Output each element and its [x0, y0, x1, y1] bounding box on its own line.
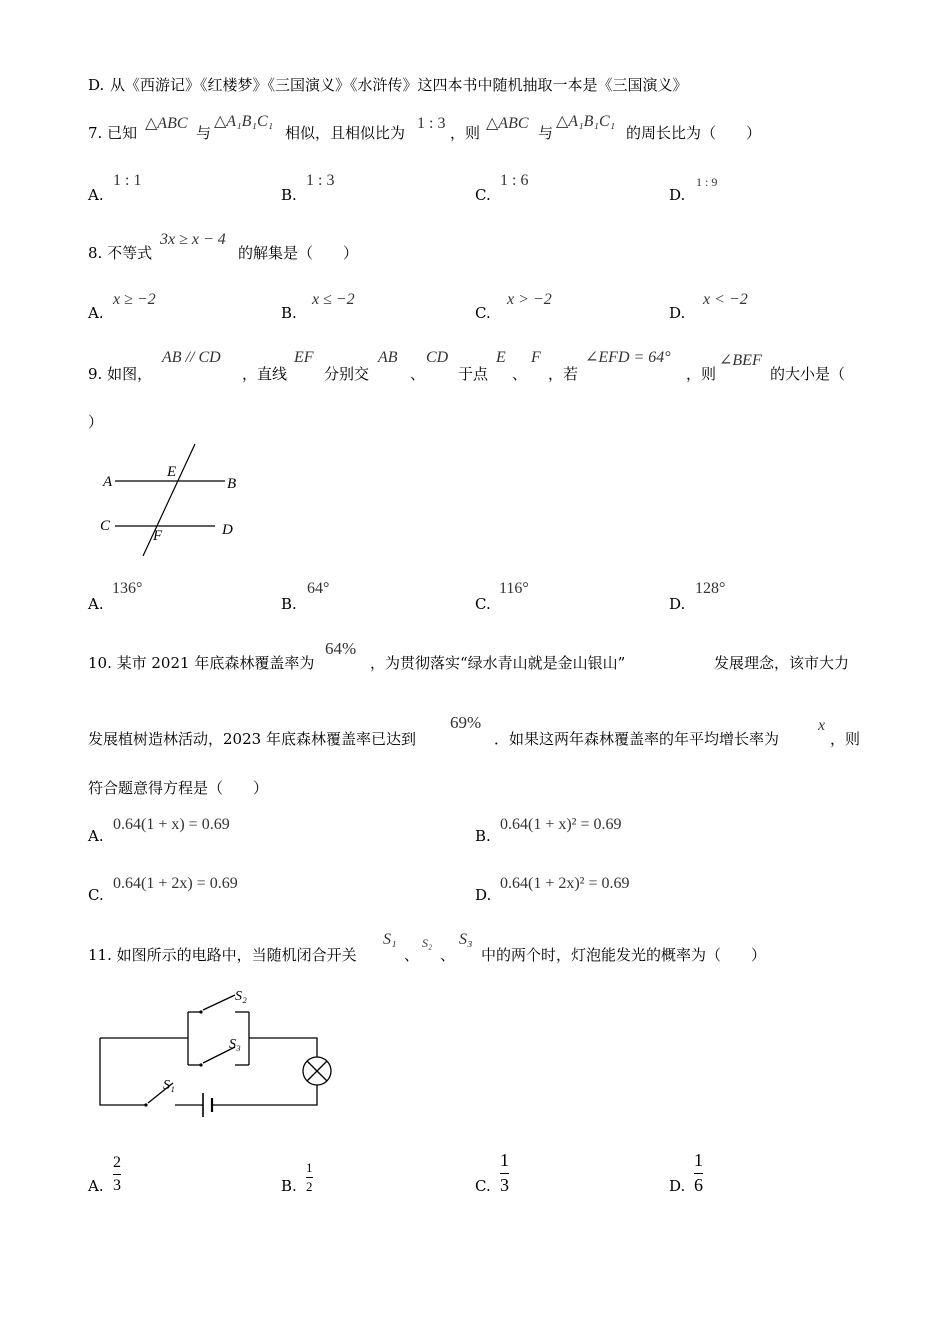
- label-c: C: [100, 518, 111, 534]
- q7-triangle-a1b1c1-2: △A₁B₁C₁: [556, 113, 616, 130]
- q8-question-end: 的解集是（ ）: [238, 244, 359, 262]
- q7-option-c-value: 1 : 6: [500, 172, 529, 189]
- q9-text-then: ，则: [686, 365, 717, 383]
- q11-number: 11. 如图所示的电路中，当随机闭合开关: [88, 946, 357, 964]
- q9-option-d-value: 128°: [695, 580, 726, 597]
- q7-triangle-abc: △ABC: [145, 115, 188, 132]
- q9-close-paren: ）: [88, 413, 104, 431]
- q9-e: E: [496, 349, 506, 366]
- q9-f: F: [531, 349, 541, 366]
- q11-sep2: 、: [440, 946, 456, 964]
- switch-s2-blade: [203, 995, 235, 1010]
- q11-option-a-fraction: [113, 1154, 121, 1194]
- q8-option-a-value: x ≥ −2: [113, 291, 156, 308]
- q7-option-d-value: 1 : 9: [696, 175, 718, 189]
- q7-option-a-label: A.: [88, 186, 104, 204]
- q9-option-b-value: 64°: [307, 580, 330, 597]
- q9-angle-bef: ∠BEF: [719, 352, 762, 369]
- q11-option-d-denominator: 6: [694, 1174, 703, 1195]
- q11-s2: S₂: [422, 936, 433, 950]
- q9-question-end: 的大小是（: [770, 365, 846, 383]
- q11-option-b-label: B.: [281, 1177, 297, 1195]
- q10-percent-2023: 69%: [450, 713, 482, 732]
- label-e: E: [167, 464, 177, 480]
- q9-option-a-value: 136°: [112, 580, 143, 597]
- q11-option-d-numerator: 1: [694, 1150, 703, 1170]
- q9-text-intersect: 分别交: [324, 365, 370, 383]
- q9-ab: AB: [378, 349, 398, 366]
- q9-option-d-label: D.: [669, 595, 686, 613]
- q9-ef: EF: [294, 349, 314, 366]
- q9-option-b-label: B.: [281, 595, 297, 613]
- q8-option-d-label: D.: [669, 304, 686, 322]
- q11-s1: S₁: [383, 931, 397, 948]
- q8-number: 8. 不等式: [88, 244, 153, 262]
- q10-option-c-label: C.: [88, 886, 104, 904]
- q11-sep1: 、: [404, 946, 420, 964]
- q7-triangle-abc-2: △ABC: [486, 115, 529, 132]
- q10-line3: 符合题意得方程是（ ）: [88, 779, 269, 797]
- q7-option-d-label: D.: [669, 186, 686, 204]
- q7-option-c-label: C.: [475, 186, 491, 204]
- q11-circuit-figure: [95, 985, 345, 1125]
- q11-option-b-numerator: 1: [306, 1160, 313, 1175]
- q9-sep2: 、: [512, 365, 528, 383]
- q11-option-a-label: A.: [88, 1177, 104, 1195]
- q7-text-and: 与: [196, 124, 212, 142]
- q7-number: 7. 已知: [88, 124, 138, 142]
- circuit-wire-top-right: [249, 1038, 317, 1057]
- q10-option-a-label: A.: [88, 827, 104, 845]
- q9-text-at: 于点: [458, 365, 489, 383]
- q10-option-d-label: D.: [475, 886, 492, 904]
- q7-text-then: ，则: [450, 124, 481, 142]
- q11-option-b-fraction: [306, 1161, 313, 1195]
- q11-option-a-numerator: 2: [113, 1154, 121, 1171]
- q9-parallel-lines-figure: [95, 438, 255, 568]
- q8-option-d-value: x < −2: [703, 291, 748, 308]
- q11-option-c-numerator: 1: [500, 1150, 509, 1170]
- q9-text-line: ，直线: [242, 365, 288, 383]
- label-d: D: [222, 522, 233, 538]
- q7-option-b-label: B.: [281, 186, 297, 204]
- q11-option-c-denominator: 3: [500, 1174, 509, 1195]
- q9-option-c-value: 116°: [499, 580, 529, 597]
- q8-option-a-label: A.: [88, 304, 104, 322]
- q11-option-b-denominator: 2: [306, 1179, 313, 1195]
- q10-variable-x: x: [818, 717, 826, 734]
- q10-line2-start: 发展植树造林活动，2023 年底森林覆盖率已达到: [88, 730, 416, 748]
- q11-option-a-denominator: 3: [113, 1176, 121, 1194]
- q11-option-c-label: C.: [475, 1177, 491, 1195]
- label-s3: S₃: [229, 1037, 241, 1052]
- q6-option-d-text: 从《西游记》《红楼梦》《三国演义》《水浒传》这四本书中随机抽取一本是《三国演义》: [110, 76, 688, 94]
- q9-parallel: AB // CD: [162, 349, 221, 366]
- q10-option-a-value: 0.64(1 + x) = 0.69: [113, 816, 230, 833]
- q11-option-d-fraction: [694, 1151, 703, 1196]
- q9-sep1: 、: [410, 365, 426, 383]
- q11-question-end: 中的两个时，灯泡能发光的概率为（ ）: [481, 946, 767, 964]
- q11-option-c-fraction: [500, 1151, 509, 1196]
- q9-option-a-label: A.: [88, 595, 104, 613]
- q9-angle-efd: ∠EFD = 64°: [585, 349, 671, 366]
- label-s1: S₁: [163, 1078, 175, 1093]
- q6-option-d-label: D.: [88, 76, 105, 94]
- q8-option-c-value: x > −2: [507, 291, 552, 308]
- circuit-wire-left: [100, 1038, 145, 1105]
- q11-option-d-label: D.: [669, 1177, 686, 1195]
- q10-option-c-value: 0.64(1 + 2x) = 0.69: [113, 875, 238, 892]
- q7-option-b-value: 1 : 3: [306, 172, 335, 189]
- q10-option-b-value: 0.64(1 + x)² = 0.69: [500, 816, 622, 833]
- label-a: A: [103, 474, 113, 490]
- label-s2: S₂: [235, 989, 247, 1004]
- q10-line2-middle: ．如果这两年森林覆盖率的年平均增长率为: [494, 730, 780, 748]
- label-b: B: [227, 476, 237, 492]
- q10-option-b-label: B.: [475, 827, 491, 845]
- q10-percent-2021: 64%: [325, 639, 357, 658]
- q9-option-c-label: C.: [475, 595, 491, 613]
- q7-ratio: 1 : 3: [417, 115, 446, 132]
- q8-option-c-label: C.: [475, 304, 491, 322]
- q7-text-similar: 相似，且相似比为: [285, 124, 406, 142]
- q7-triangle-a1b1c1: △A₁B₁C₁: [214, 113, 274, 130]
- q8-option-b-label: B.: [281, 304, 297, 322]
- q10-line2-end: ，则: [830, 730, 861, 748]
- q9-text-if: ，若: [548, 365, 579, 383]
- q8-inequality: 3x ≥ x − 4: [160, 231, 226, 248]
- q7-option-a-value: 1 : 1: [113, 172, 142, 189]
- label-f: F: [153, 528, 163, 544]
- q10-option-d-value: 0.64(1 + 2x)² = 0.69: [500, 875, 630, 892]
- q7-question-end: 的周长比为（ ）: [626, 124, 762, 142]
- circuit-wire-bottom-right: [212, 1085, 317, 1105]
- q8-option-b-value: x ≤ −2: [312, 291, 355, 308]
- q10-line1-end: 发展理念，该市大力: [714, 654, 850, 672]
- q11-s3: S₃: [459, 931, 473, 948]
- line-ef: [143, 444, 195, 556]
- q9-number: 9. 如图，: [88, 365, 153, 383]
- q10-line1-middle: ，为贯彻落实“绿水青山就是金山银山”: [370, 654, 626, 672]
- q10-line1-start: 10. 某市 2021 年底森林覆盖率为: [88, 654, 315, 672]
- q7-text-and-2: 与: [538, 124, 554, 142]
- q9-cd: CD: [426, 349, 449, 366]
